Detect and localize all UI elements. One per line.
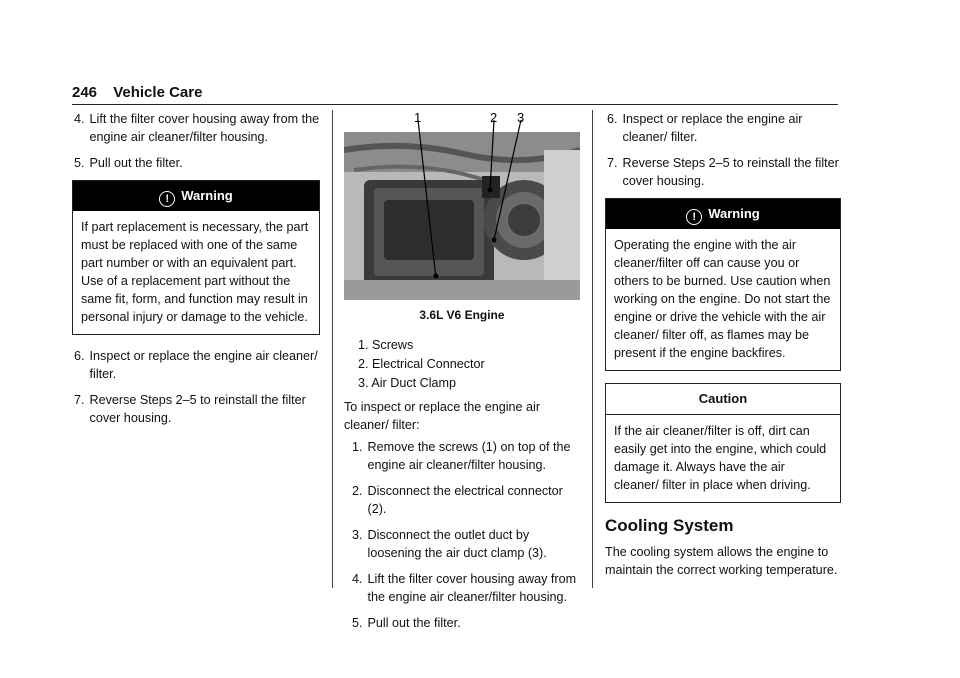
warning-box (605, 198, 841, 371)
step-item (72, 110, 320, 146)
warning-text: Operating the engine with the air cleaner/filter off can cause you or others to be burned. Use caution when working on the engine. Do not start the engine or drive the vehicle with the air cleaner/ filter off, as flames may be present if the engine backfires. (614, 238, 831, 360)
step-text: Pull out the filter. (89, 156, 183, 170)
section-paragraph: The cooling system allows the engine to maintain the correct working temperature. (605, 545, 838, 577)
step-item (72, 347, 320, 383)
figure-caption: 3.6L V6 Engine (419, 308, 505, 322)
warning-title: Warning (181, 188, 233, 203)
step-item (72, 391, 320, 427)
procedure-intro: To inspect or replace the engine air cleaner/ filter: (344, 400, 541, 432)
warning-title: Warning (708, 206, 760, 221)
section-title: Vehicle Care (113, 84, 203, 101)
column-divider (332, 110, 333, 588)
figure-legend (358, 336, 580, 392)
step-item: 1. Remove the screws (1) on top of the engine air cleaner/filter housing. (352, 440, 571, 472)
step-number: 4. (74, 112, 85, 126)
legend-item: 3. Air Duct Clamp (358, 376, 457, 390)
legend-item: 1. Screws (358, 338, 414, 352)
step-number: 5. (74, 156, 85, 170)
section-heading: Cooling System (605, 516, 734, 535)
step-item: 5. Pull out the filter. (352, 616, 461, 630)
step-item: 7. Reverse Steps 2–5 to reinstall the filter cover housing. (607, 156, 839, 188)
caution-box (605, 383, 841, 503)
step-text: Reverse Steps 2–5 to reinstall the filter cover housing. (89, 393, 306, 425)
warning-text: If part replacement is necessary, the part must be replaced with one of the same part number or with an equivalent part. Use of a replacement part without the same fit, form, and function may result in personal injury or damage to the vehicle. (81, 220, 309, 324)
step-item (72, 154, 320, 172)
engine-photo (344, 110, 580, 300)
step-item: 6. Inspect or replace the engine air cleaner/ filter. (607, 112, 803, 144)
step-text: Inspect or replace the engine air cleaner/ filter. (89, 349, 318, 381)
callout-3: 3 (517, 110, 525, 125)
page-header (72, 84, 838, 105)
caution-text: If the air cleaner/filter is off, dirt can easily get into the engine, which could damage it. Always have the air cleaner/ filter in place when driving. (614, 424, 827, 492)
legend-item: 2. Electrical Connector (358, 357, 485, 371)
warning-circle-icon: ! (686, 209, 702, 225)
page-number: 246 (72, 84, 98, 101)
step-text: Lift the filter cover housing away from the engine air cleaner/filter housing. (89, 112, 320, 144)
column-middle (344, 110, 580, 640)
warning-circle-icon: ! (159, 191, 175, 207)
step-number: 6. (74, 349, 85, 363)
engine-figure (344, 110, 580, 300)
column-divider (592, 110, 593, 588)
callout-2: 2 (490, 110, 498, 125)
step-item: 4. Lift the filter cover housing away from the engine air cleaner/filter housing. (352, 572, 577, 604)
warning-box (72, 180, 320, 335)
warning-header (73, 181, 319, 211)
caution-header: Caution (606, 384, 840, 415)
callout-1: 1 (414, 110, 422, 125)
step-number: 7. (74, 393, 85, 407)
step-item: 2. Disconnect the electrical connector (2). (352, 484, 563, 516)
warning-header (606, 199, 840, 229)
column-left (72, 110, 320, 435)
step-item: 3. Disconnect the outlet duct by loosening the air duct clamp (3). (352, 528, 547, 560)
column-right (605, 110, 841, 579)
